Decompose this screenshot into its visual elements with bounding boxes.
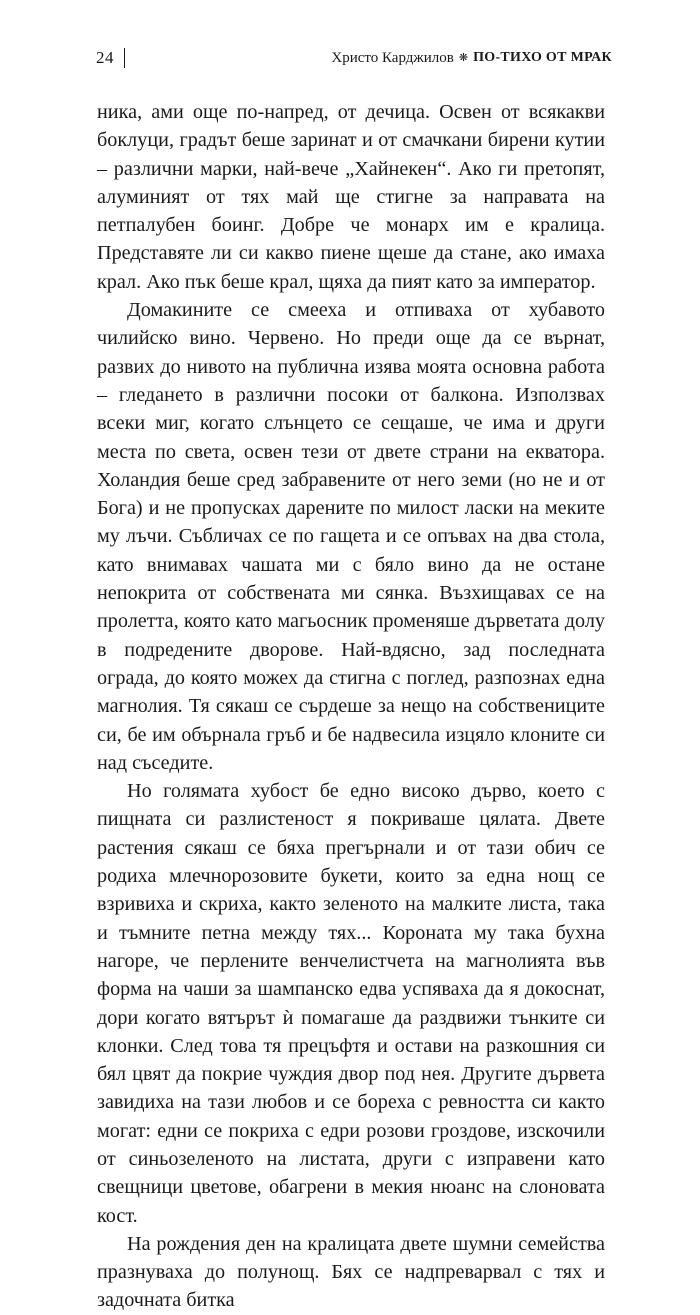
ornament-icon: ❋ xyxy=(458,51,469,64)
running-head xyxy=(331,50,612,67)
paragraph-continued: ника, ами още по-напред, от дечица. Освен от всякакви боклуци, градът беше заринат и от смачкани бирени кутии – различни марки, най-вече „Хайнекен“. Ако ги претопят, алуминият от тях май ще стигне за направата на петпалубен боинг. Добре че монарх им е кралица. Представяте ли си какво пиене щеше да стане, ако имаха крал. Ако пък беше крал, щяха да пият като за император. xyxy=(97,101,605,293)
paragraph: Но голямата хубост бе едно високо дърво, което с пищната си разлистеност я покриваше цялата. Двете растения сякаш се бяха прегърнали и от тази обич се родиха млечнорозовите букети, които за една нощ се взривиха и скриха, както зеленото на малките листа, така и тъмните петна между тях... Короната му така бухна нагоре, че перлените венчелистчета на магнолията във форма на чаши за шампанско едва успяваха да я докоснат, дори когато вятърът ѝ помагаше да раздвижи тънките си клонки. След това тя прецъфтя и остави на разкошния си бял цвят да покрие чуждия двор под нея. Другите дървета завидиха на тази любов и се бореха с ревността си както могат: едни се покриха с едри розови гроздове, изскочили от синьозеленото на листата, други с изправени като свещници цветове, обагрени в мекия нюанс на слоновата кост. xyxy=(97,780,605,1227)
body-text xyxy=(97,98,605,1315)
page-number-group xyxy=(96,48,125,68)
page-number: 24 xyxy=(96,48,114,67)
book-title: ПО-ТИХО ОТ МРАК xyxy=(473,50,612,65)
author-name: Христо Карджилов xyxy=(331,49,454,66)
running-header xyxy=(96,44,612,72)
paragraph: Домакините се смееха и отпиваха от хубавото чилийско вино. Червено. Но преди още да се върнат, развих до нивото на публична изява моята основна работа – гледането в различни посоки от балкона. Използвах всеки миг, когато слънцето се сещаше, че има и други места по света, освен тези от двете страни на екватора. Холандия беше сред забравените от него земи (но не и от Бога) и не пропусках дарените по милост ласки на меките му лъчи. Събличах се по гащета и се опъвах на два стола, като внимавах чашата ми с бяло вино да не остане непокрита от собствената ми сянка. Възхищавах се на пролетта, която като магьосник променяше дърветата долу в подредените дворове. Най-вдясно, зад последната ограда, до която можех да стигна с поглед, разпознах една магнолия. Тя сякаш се сърдеше за нещо на собствениците си, бе им обърнала гръб и бе надвесила изцяло клоните си над съседите. xyxy=(97,299,605,774)
header-divider xyxy=(124,48,125,68)
paragraph: На рождения ден на кралицата двете шумни семейства празнуваха до полунощ. Бях се надпреварвал с тях и задочната битка xyxy=(97,1232,605,1312)
